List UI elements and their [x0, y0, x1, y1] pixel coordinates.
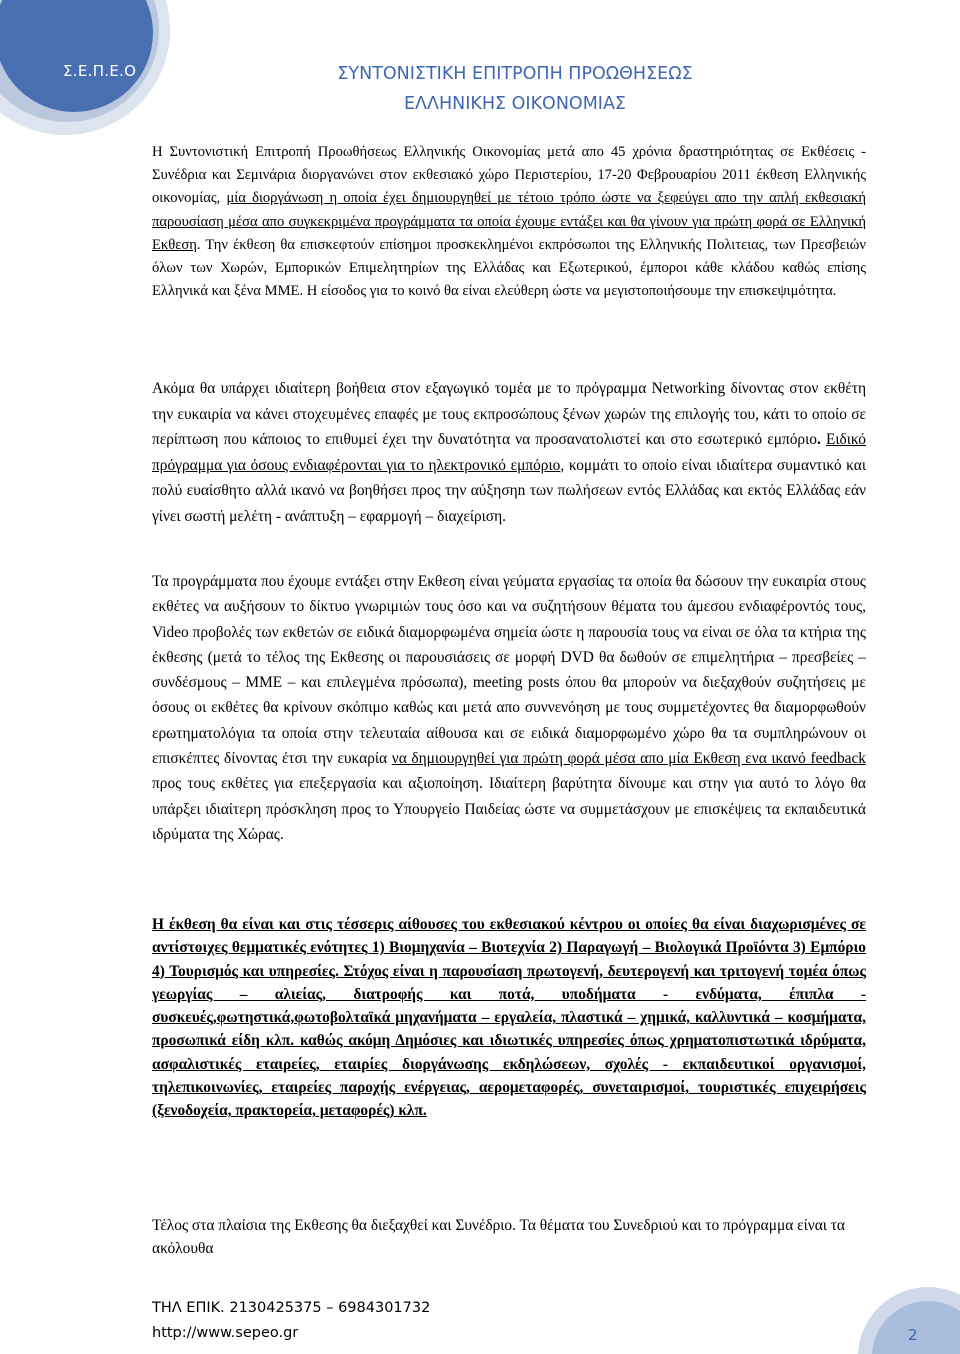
- paragraph-intro-text-a: Η Συντονιστική Επιτροπή Προωθήσεως Ελληνικής Οικονομίας μετά απο 45 χρόνια δραστηριότητας σε Εκθέσεις - Συνέδρια και Σεμινάρια διοργανώνει στον εκθεσιακό χώρο Περιστερίου, 17-20 Φεβρουαρίου 2011 έκθεση Ελληνικής οικονομίας,: [152, 144, 866, 207]
- paragraph-halls-text: Η έκθεση θα είναι και στις τέσσερις αίθουσες του εκθεσιακού κέντρου οι οποίες θα είναι διαχωρισμένες σε αντίστοιχες θεμματικές ενότητες 1) Βιομηχανία – Βιοτεχνία 2) Παραγωγή – Βιολογικά Προϊόντα 3) Εμπόριο 4) Τουρισμός και υπηρεσίες. Στόχος είναι η παρουσίαση πρωτογενή, δευτερογενή και τριτογενή τομέα όπως γεωργίας – αλιείας, διατροφής και ποτά, υποδήματα - ενδύματα, έπιπλα - συσκευές,φωτηστικά,φωτοβολταϊκά μηχανήματα – εργαλεία, πλαστικά – χημικά, καλλυντικά – κοσμήματα, προσωπικά είδη κλπ. καθώς ακόμη Δημόσιες και ιδιωτικές υπηρεσίες όπως χρηματοπιστωτικά ιδρύματα, ασφαλιστικές εταιρείες, εταιρίες διοργάνωσης εκδηλώσεων, σχολές - εκπαιδευτικοί οργανισμοί, τηλεπικοινωνίες, εταιρείες παροχής ενέργειας, αερομεταφορές, συνεταιρισμοί, τουριστικές επιχειρήσεις (ξενοδοχεία, πρακτορεία, μεταφορές) κλπ.: [152, 916, 866, 1120]
- header-title-line2: ΕΛΛΗΝΙΚΗΣ ΟΙΚΟΝΟΜΙΑΣ: [403, 94, 626, 114]
- paragraph-networking-text-b: , κομμάτι το οποίο είναι ιδιαίτερα συμαντικό και πολύ ευαίσθητο αλλά ικανό να βοηθήσει προς την αύξησηn των πωλήσεων εντός Ελλάδας και εκτός Ελλάδας εάν γίνει σωστή μελέτη - ανάπτυξη – εφαρμογή – διαχείριση.: [152, 456, 866, 525]
- page-number: 2: [908, 1326, 918, 1344]
- paragraph-intro: [152, 141, 866, 303]
- paragraph-networking-text-a: Ακόμα θα υπάρχει ιδιαίτερη βοήθεια στον εξαγωγικό τομέα με το πρόγραμμα Networking δίνοντας στον εκθέτη την ευκαιρία να κάνει στοχευμένες επαφές με τους εκπροσώπους ξένων χωρών της επιλογής του, κάτι το οποίο σε περίπτωση που κάποιος το επιθυμεί έχει την δυνατότητα να προσανατολιστεί και στο εσωτερικό εμπόριο: [152, 380, 866, 448]
- paragraph-programs-text-a: Τα προγράμματα που έχουμε εντάξει στην Εκθεση είναι γεύματα εργασίας τα οποία θα δώσουν την ευκαιρία στους εκθέτες να αυξήσουν το δίκτυο γνωριμιών τους όσο και να συζητήσουν θέματα του άμεσου ενδιαφέροντός τους, Video προβολές των εκθετών σε ειδικά διαμορφωμένα σημεία ώστε η παρουσία τους να είναι σε όλα τα κτήρια της έκθεσης (μετά το τέλος της Εκθεσης οι παρουσιάσεις σε μορφή DVD θα δωθούν σε επιμελητήρια – πρεσβείες – συνδέσμους – ΜΜΕ – και επιλεγμένα πρόσωπα), meeting posts όπου θα μπορούν να διεξαχθούν συζητήσεις με όσους οι εκθέτες θα κρίνουν σκόπιμο καθώς και μετά απο συννενόηση με τους συμμετέχοντες θα διαμορφωθούν ερωτηματολόγια τα οποία στην τελευταία αίθουσα και σε ειδικά διαμορφωμένο χώρο θα τα συμπληρώνουν οι επισκέπτες δίνοντας έτσι την ευκαρία: [152, 573, 866, 768]
- paragraph-programs: [152, 569, 866, 847]
- footer-phone: ΤΗΛ ΕΠΙΚ. 2130425375 – 6984301732: [152, 1300, 431, 1316]
- paragraph-halls: [152, 913, 866, 1123]
- paragraph-programs-text-b: προς τους εκθέτες για επεξεργασία και αξιοποίηση. Ιδιαίτερη βαρύτητα δίνουμε και στην για αυτό το λόγο θα υπάρξει ιδιαίτερη πρόσκληση προς το Υπουργείο Παιδείας ώστε να συμμετάσχουν με επισκέψεις τα εκπαιδευτικά ιδρύματα της Χώρας.: [152, 775, 866, 843]
- paragraph-conference: Τέλος στα πλαίσια της Εκθεσης θα διεξαχθεί και Συνέδριο. Τα θέματα του Συνεδριού και το πρόγραμμα είναι τα ακόλουθα: [152, 1217, 845, 1257]
- paragraph-intro-text-b: . Την έκθεση θα επισκεφτούν επίσημοι προσκεκλημένοι εκπρόσωποι της Ελληνικής Πολιτειας, των Πρεσβειών όλων των Χωρών, Εμπορικών Επιμελητηρίων της Ελλάδας και Εξωτερικού, έμποροι κάθε κλάδου καθώς επίσης Ελληνικά και ξένα ΜΜΕ. Η είσοδος για το κοινό θα είναι ελεύθερη ώστε να μεγιστοποιήσουμε την επισκεψιμότητα.: [152, 236, 866, 300]
- footer-url[interactable]: http://www.sepeo.gr: [152, 1325, 299, 1341]
- paragraph-networking-underlined: Ειδικό πρόγραμμα για όσους ενδιαφέρονται για το ηλεκτρονικό εμπόριο: [152, 431, 866, 474]
- paragraph-networking: [152, 376, 866, 529]
- logo-text: Σ.Ε.Π.Ε.Ο: [63, 62, 137, 80]
- paragraph-intro-underlined: μία διοργάνωση η οποία έχει δημιουργηθεί με τέτοιο τρόπο ώστε να ξεφεύγει απο την απλή εκθεσιακή παρουσίαση μέσα απο συγκεκριμένα προγράμματα τα οποία έχουμε εντάξει και θα γίνουν για πρώτη φορά σε Ελληνική Εκθεση: [152, 190, 866, 253]
- paragraph-programs-underlined: να δημιουργηθεί για πρώτη φορά μέσα απο μία Εκθεση ενα ικανό feedback: [391, 750, 866, 768]
- header-title-line1: ΣΥΝΤΟΝΙΣΤΙΚΗ ΕΠΙΤΡΟΠΗ ΠΡΟΩΘΗΣΕΩΣ: [337, 64, 693, 84]
- paragraph-networking-dot: .: [816, 431, 821, 448]
